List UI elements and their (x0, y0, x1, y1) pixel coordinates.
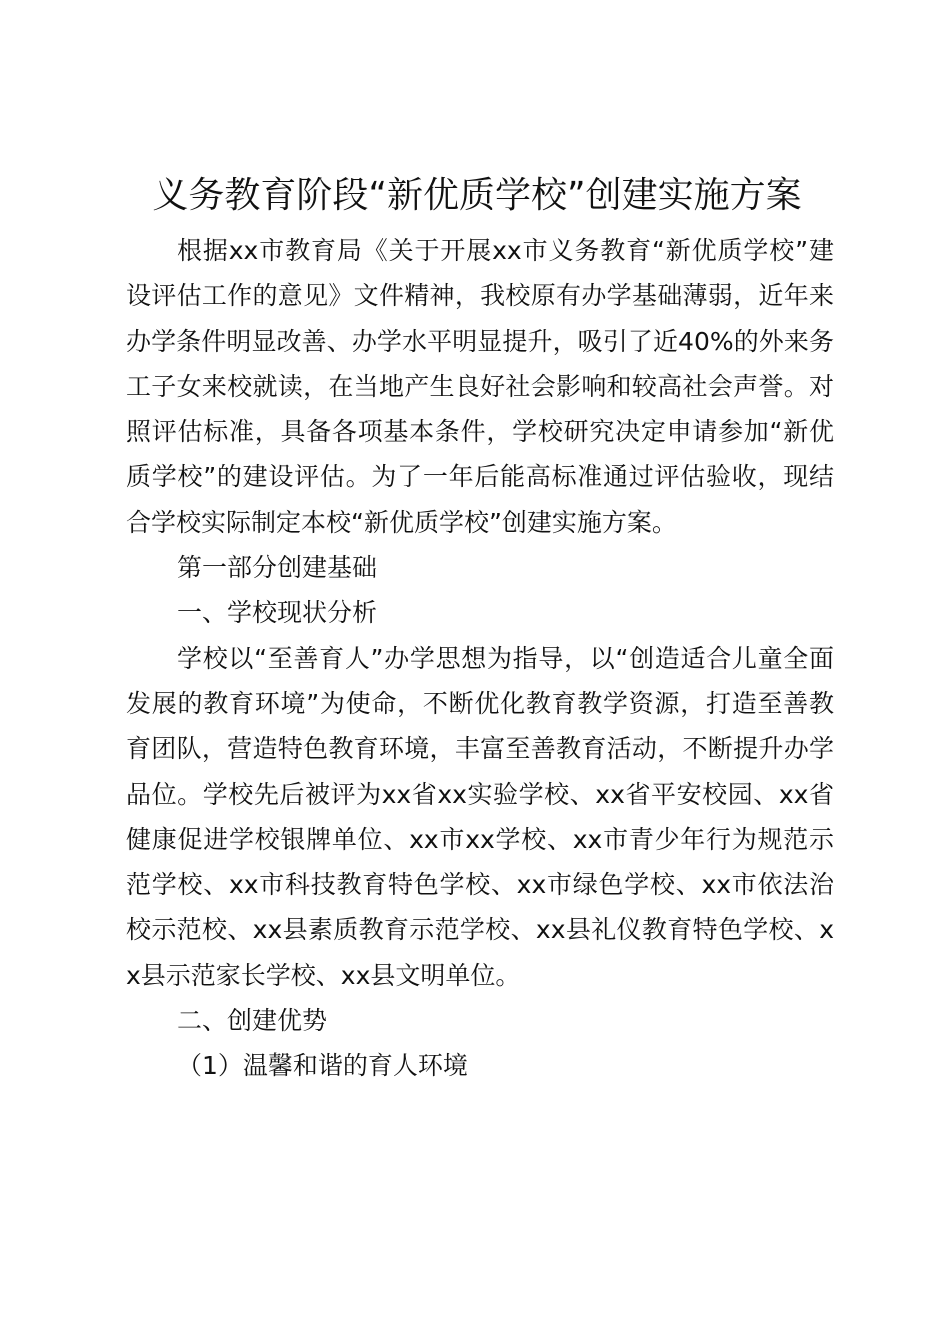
intro-paragraph: 根据xx市教育局《关于开展xx市义务教育“新优质学校”建设评估工作的意见》文件精神，我校原有办学基础薄弱，近年来办学条件明显改善、办学水平明显提升，吸引了近40%的外来务工子女来校就读，在当地产生良好社会影响和较高社会声誉。对照评估标准，具备各项基本条件，学校研究决定申请参加“新优质学校”的建设评估。为了一年后能高标准通过评估验收，现结合学校实际制定本校“新优质学校”创建实施方案。 (126, 236, 834, 537)
part-heading: 第一部分创建基础 (177, 553, 378, 583)
document-page (126, 170, 834, 1089)
section1-heading: 一、学校现状分析 (177, 598, 378, 628)
subsection1-heading: （1）温馨和谐的育人环境 (177, 1051, 468, 1081)
section2-heading: 二、创建优势 (177, 1006, 328, 1036)
section1-paragraph: 学校以“至善育人”办学思想为指导，以“创造适合儿童全面发展的教育环境”为使命，不断优化教育教学资源，打造至善教育团队，营造特色教育环境，丰富至善教育活动，不断提升办学品位。学校先后被评为xx省xx实验学校、xx省平安校园、xx省健康促进学校银牌单位、xx市xx学校、xx市青少年行为规范示范学校、xx市科技教育特色学校、xx市绿色学校、xx市依法治校示范校、xx县素质教育示范学校、xx县礼仪教育特色学校、xx县示范家长学校、xx县文明单位。 (126, 643, 834, 990)
document-title: 义务教育阶段“新优质学校”创建实施方案 (152, 175, 802, 216)
